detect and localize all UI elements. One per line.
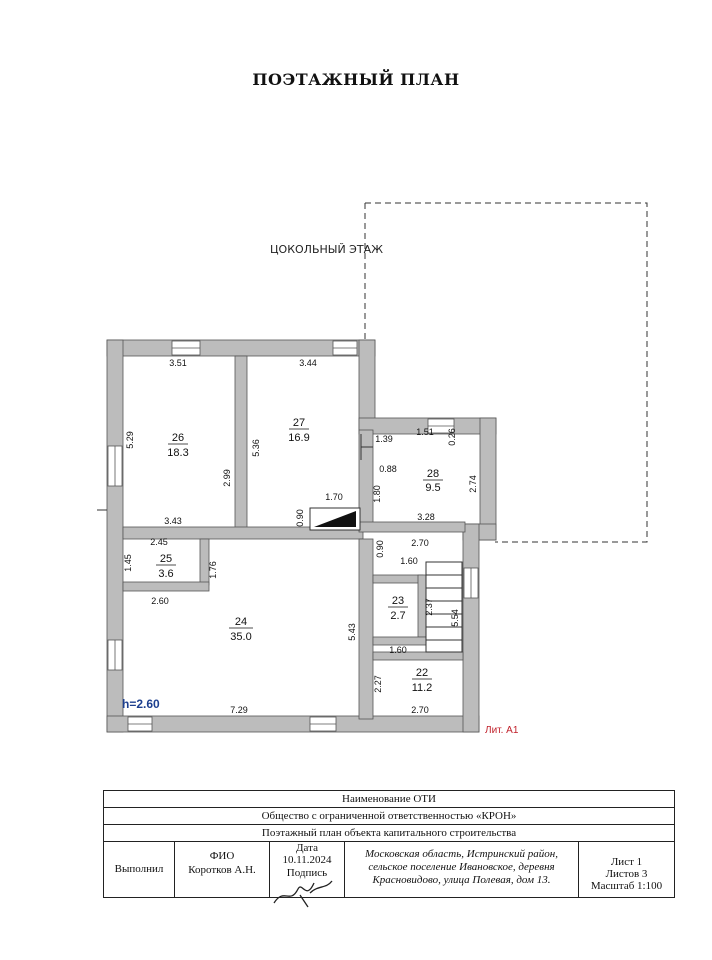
sign-label: Подпись [286,867,328,879]
upper-floor-outline [365,203,647,542]
room-26-number: 26 [171,432,185,444]
address-line-1: Московская область, Истринский район, [365,848,558,860]
dim-label: 1.60 [389,645,407,655]
stamp-object: Поэтажный план объекта капитального строительства [261,827,517,839]
address-line-3: Красновидово, улица Полевая, дом 13. [372,874,551,886]
dim-label: 0.90 [375,540,385,558]
address-cell [344,841,579,898]
dim-label: 0.26 [447,428,457,446]
sheet-number: Лист 1 [610,856,643,868]
dim-label: 3.43 [164,516,182,526]
lit-label: Лит. А1 [485,725,519,736]
stamp-object-row [103,824,675,842]
dim-label: 3.28 [417,512,435,522]
dim-label: 2.99 [222,469,232,487]
dim-label: 1.70 [325,492,343,502]
performed-label: Выполнил [114,863,164,875]
room-22-number: 22 [415,667,429,679]
page-title: ПОЭТАЖНЫЙ ПЛАН [252,70,460,89]
room-27-number: 27 [292,417,306,429]
dim-label: 3.44 [299,358,317,368]
dim-label: 2.60 [151,596,169,606]
dim-label: 2.74 [468,475,478,493]
room-25-number: 25 [159,553,173,565]
sheet-cell [578,841,675,898]
dim-label: 7.29 [230,705,248,715]
dim-label: 1.39 [375,434,393,444]
room-23-number: 23 [391,595,405,607]
dim-label: 2.70 [411,538,429,548]
room-25-area: 3.6 [158,568,174,580]
dim-label: 1.51 [416,427,434,437]
fio-value: Коротков А.Н. [188,864,256,876]
title-block [103,790,675,898]
dim-label: 2.37 [424,598,434,616]
performed-cell [103,841,175,898]
dim-label: 1.60 [400,556,418,566]
room-28-area: 9.5 [425,482,441,494]
dim-label: 5.43 [347,623,357,641]
dim-label: 1.45 [123,554,133,572]
signature [270,875,340,910]
dim-label: 1.80 [372,485,382,503]
stamp-header: Наименование ОТИ [342,793,436,805]
dim-label: 0.90 [295,509,305,527]
scale-label: Масштаб 1:100 [590,880,663,892]
dim-label: 5.29 [125,431,135,449]
floor-name: ЦОКОЛЬНЫЙ ЭТАЖ [270,243,383,256]
dim-label: 5.36 [251,439,261,457]
dim-label: 2.70 [411,705,429,715]
room-23-area: 2.7 [390,610,406,622]
address-line-2: сельское поселение Ивановское, деревня [368,861,555,873]
fio-label: ФИО [209,850,235,862]
stamp-header-row [103,790,675,808]
date-value: 10.11.2024 [282,854,332,866]
dim-label: 0.88 [379,464,397,474]
dim-label: 1.76 [208,561,218,579]
room-24-area: 35.0 [230,631,252,643]
room-22-area: 11.2 [411,682,433,694]
ceiling-height: h=2.60 [122,697,160,711]
dim-label: 2.27 [373,675,383,693]
dim-label: 5.54 [450,609,460,627]
room-28-number: 28 [426,468,440,480]
sheet-count: Листов 3 [605,868,648,880]
fio-cell [174,841,270,898]
room-27-area: 16.9 [288,432,310,444]
room-24-number: 24 [234,616,248,628]
date-label: Дата [296,842,318,854]
stamp-company-row [103,807,675,825]
stamp-company: Общество с ограниченной ответственностью «КРОН» [261,810,517,822]
room-26-area: 18.3 [167,447,189,459]
dim-label: 2.45 [150,537,168,547]
dim-label: 3.51 [169,358,187,368]
